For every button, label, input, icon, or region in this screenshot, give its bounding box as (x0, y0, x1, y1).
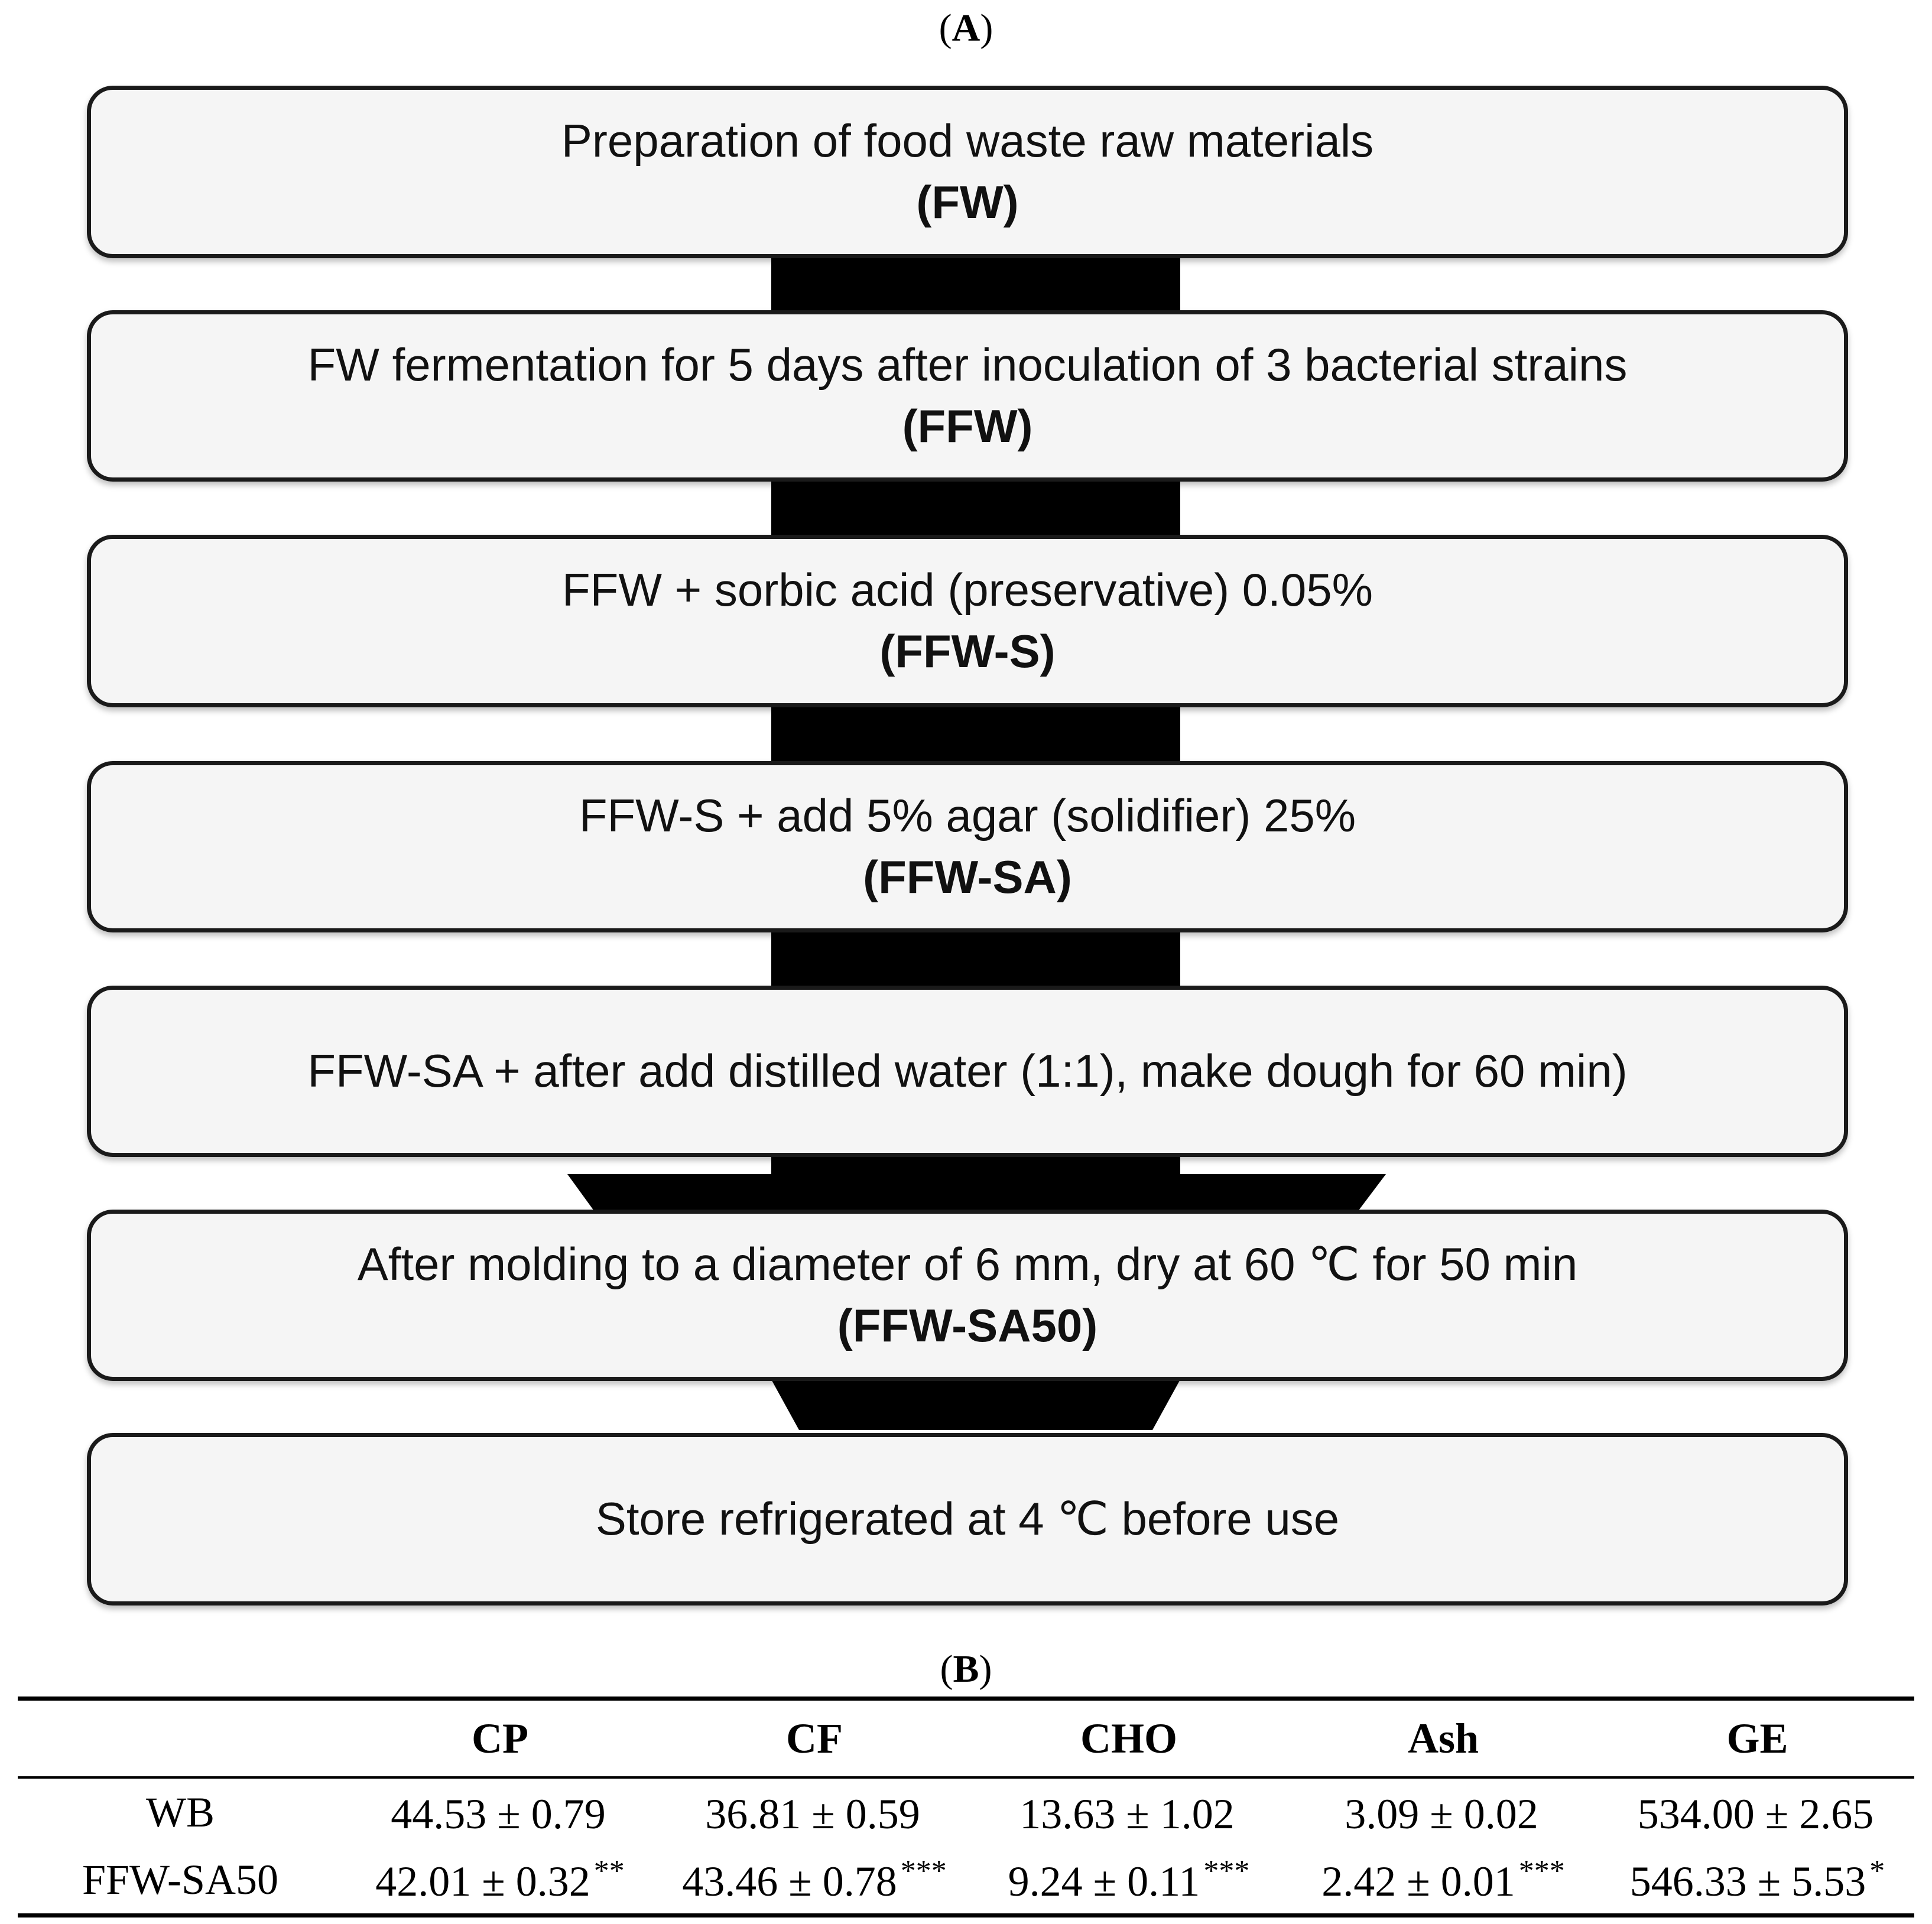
cell-value: 44.53 ± 0.79 (391, 1790, 606, 1838)
row-label: FFW-SA50 (82, 1855, 279, 1903)
header-ge: GE (1726, 1714, 1788, 1762)
connector-5 (567, 1146, 1386, 1217)
significance-mark: *** (1518, 1854, 1565, 1888)
table-cell (343, 1846, 657, 1916)
connector-2 (771, 477, 1180, 537)
significance-mark: ** (593, 1854, 625, 1888)
table-cell (343, 1777, 657, 1846)
step-2-text: FW fermentation for 5 days after inoculation of 3 bacterial strains (307, 339, 1628, 391)
cell-value: 43.46 ± 0.78 (682, 1857, 897, 1905)
step-4-text: FFW-S + add 5% agar (solidifier) 25% (579, 789, 1356, 842)
header-ash: Ash (1407, 1714, 1479, 1762)
connector-4 (771, 928, 1180, 987)
step-box-3 (87, 535, 1848, 707)
cell-value: 534.00 ± 2.65 (1637, 1790, 1874, 1838)
cell-value: 13.63 ± 1.02 (1019, 1790, 1235, 1838)
table-cell (657, 1846, 972, 1916)
connector-1 (771, 251, 1180, 310)
table-cell (972, 1846, 1286, 1916)
step-5-text: FFW-SA + after add distilled water (1:1), make dough for 60 min) (307, 1045, 1628, 1097)
table-cell (1286, 1777, 1600, 1846)
table-cell (657, 1777, 972, 1846)
step-box-2 (87, 310, 1848, 482)
step-7-text: Store refrigerated at 4 ℃ before use (595, 1493, 1340, 1545)
step-box-4 (87, 761, 1848, 932)
step-3-code: (FFW-S) (879, 625, 1056, 677)
panel-a-letter: A (952, 6, 980, 50)
row-label: WB (146, 1788, 215, 1836)
step-6-text: After molding to a diameter of 6 mm, dry at 60 ℃ for 50 min (357, 1238, 1578, 1291)
panel-b-label (0, 1647, 1932, 1692)
panel-b-open: ( (940, 1647, 953, 1691)
step-1-code: (FW) (916, 176, 1019, 228)
header-cho: CHO (1080, 1714, 1177, 1762)
panel-b-close: ) (979, 1647, 992, 1691)
step-1-text: Preparation of food waste raw materials (561, 115, 1374, 167)
cell-value: 3.09 ± 0.02 (1345, 1790, 1538, 1838)
cell-value: 42.01 ± 0.32 (375, 1857, 590, 1905)
panel-a-close: ) (980, 6, 993, 50)
cell-value: 9.24 ± 0.11 (1008, 1857, 1200, 1905)
step-box-7 (87, 1433, 1848, 1606)
panel-b-letter: B (953, 1647, 979, 1691)
header-blank (18, 1699, 343, 1778)
significance-mark: * (1869, 1854, 1885, 1888)
header-cp: CP (472, 1714, 528, 1762)
composition-table (18, 1696, 1914, 1918)
cell-value: 2.42 ± 0.01 (1321, 1857, 1515, 1905)
step-3-text: FFW + sorbic acid (preservative) 0.05% (562, 564, 1373, 616)
step-6-code: (FFW-SA50) (837, 1299, 1098, 1351)
header-cf: CF (786, 1714, 843, 1762)
significance-mark: *** (1203, 1854, 1250, 1888)
table-cell (972, 1777, 1286, 1846)
step-4-code: (FFW-SA) (863, 851, 1072, 903)
composition-table-wrap (18, 1696, 1914, 1918)
significance-mark: *** (900, 1854, 947, 1888)
step-2-code: (FFW) (902, 400, 1033, 452)
cell-value: 36.81 ± 0.59 (705, 1790, 920, 1838)
table-header-row (18, 1699, 1914, 1778)
table-cell (1600, 1777, 1914, 1846)
connector-3 (771, 703, 1180, 762)
step-box-1 (87, 86, 1848, 258)
table-row (18, 1777, 1914, 1846)
step-box-6 (87, 1210, 1848, 1381)
panel-a-open: ( (939, 6, 952, 50)
step-box-5 (87, 986, 1848, 1157)
table-cell (1600, 1846, 1914, 1916)
table-row (18, 1846, 1914, 1916)
table-cell (1286, 1846, 1600, 1916)
cell-value: 546.33 ± 5.53 (1629, 1857, 1866, 1905)
